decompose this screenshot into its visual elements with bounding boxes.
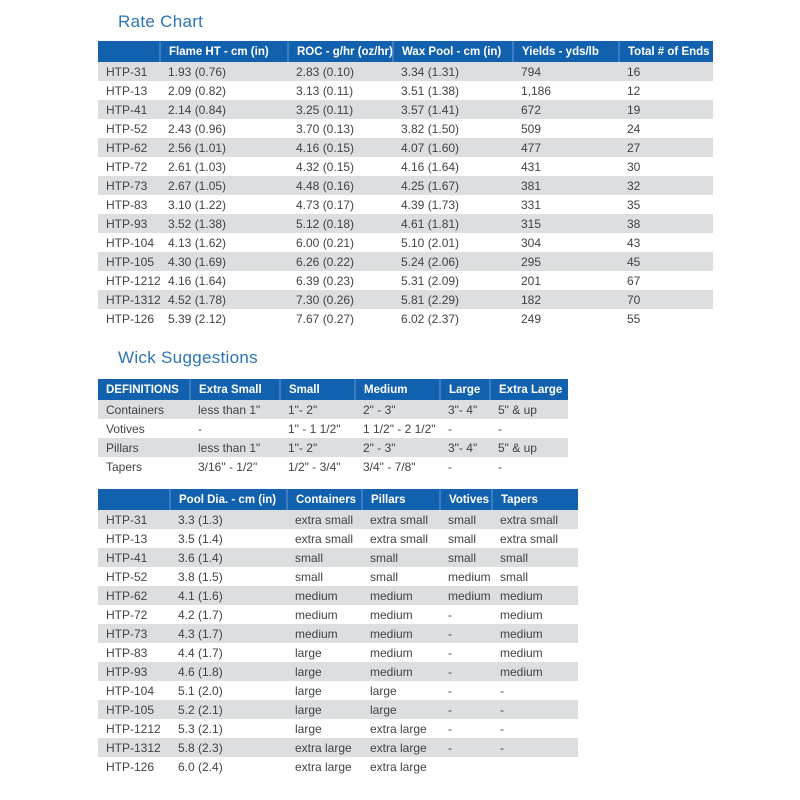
table-cell: medium (370, 664, 413, 679)
row-label: HTP-104 (106, 235, 155, 250)
table-cell: 672 (521, 102, 542, 117)
table-cell: - (198, 421, 202, 436)
table-cell: 4.52 (1.78) (168, 292, 227, 307)
table-cell: small (370, 550, 399, 565)
column-header: Pool Dia. - cm (in) (170, 489, 287, 510)
table-cell: 5.8 (2.3) (178, 740, 223, 755)
column-header: Pillars (362, 489, 440, 510)
table-cell: 3/16" - 1/2" (198, 459, 258, 474)
table-cell: small (500, 550, 529, 565)
table-cell: 2" - 3" (363, 440, 396, 455)
table-cell: medium (295, 626, 338, 641)
table-cell: 431 (521, 159, 542, 174)
table-cell: 5.1 (2.0) (178, 683, 223, 698)
table-cell: 201 (521, 273, 542, 288)
table-row (98, 195, 713, 214)
header-row (98, 489, 578, 510)
table-cell: 6.39 (0.23) (296, 273, 355, 288)
table-cell: 4.61 (1.81) (401, 216, 460, 231)
table-cell: medium (295, 607, 338, 622)
table-cell: - (448, 702, 452, 717)
table-cell: extra small (370, 531, 429, 546)
row-label: HTP-83 (106, 645, 148, 660)
row-label: HTP-52 (106, 569, 148, 584)
row-label: HTP-1312 (106, 292, 161, 307)
column-header (98, 41, 160, 62)
table-cell: 3.5 (1.4) (178, 531, 223, 546)
table-cell: - (448, 421, 452, 436)
table-cell: small (295, 550, 324, 565)
table-cell: 2.14 (0.84) (168, 102, 227, 117)
table-cell: large (295, 702, 322, 717)
table-cell: 2" - 3" (363, 402, 396, 417)
table-cell: - (448, 607, 452, 622)
row-label: HTP-73 (106, 178, 148, 193)
table-cell: 4.4 (1.7) (178, 645, 223, 660)
table-cell: less than 1" (198, 402, 261, 417)
table-cell: - (448, 626, 452, 641)
table-cell: - (448, 664, 452, 679)
table-cell: - (498, 421, 502, 436)
rate-chart-title: Rate Chart (118, 12, 204, 31)
column-header: DEFINITIONS (98, 379, 190, 400)
row-label: HTP-13 (106, 531, 148, 546)
table-header (98, 379, 568, 400)
table-cell: 1 1/2" - 2 1/2" (363, 421, 436, 436)
table-cell: 30 (627, 159, 641, 174)
table-body (98, 400, 568, 476)
row-label: HTP-31 (106, 512, 148, 527)
table-cell: 794 (521, 64, 542, 79)
table-cell: medium (448, 588, 491, 603)
row-label: HTP-105 (106, 254, 155, 269)
table-cell: 4.1 (1.6) (178, 588, 223, 603)
table-cell: large (295, 683, 322, 698)
table-cell: 70 (627, 292, 641, 307)
table-row (98, 138, 713, 157)
row-label: Tapers (106, 459, 143, 474)
table-cell: 3.25 (0.11) (296, 102, 354, 117)
table-cell: - (500, 683, 504, 698)
column-header: Votives (440, 489, 492, 510)
table-cell: 3"- 4" (448, 402, 478, 417)
table-cell: 3.34 (1.31) (401, 64, 460, 79)
table-row (98, 457, 568, 476)
table-cell: 3.51 (1.38) (401, 83, 460, 98)
table-cell: 4.3 (1.7) (178, 626, 223, 641)
column-header: Extra Small (190, 379, 280, 400)
table-row (98, 719, 578, 738)
row-label: HTP-83 (106, 197, 148, 212)
table-row (98, 290, 713, 309)
table-cell: 4.73 (0.17) (296, 197, 355, 212)
column-header (98, 489, 170, 510)
table-cell: 3.52 (1.38) (168, 216, 227, 231)
table-cell: medium (370, 645, 413, 660)
table-row (98, 438, 568, 457)
table-cell: 3.10 (1.22) (168, 197, 227, 212)
row-label: HTP-126 (106, 311, 155, 326)
table-cell: 67 (627, 273, 641, 288)
table-row (98, 662, 578, 681)
table-cell: 5.12 (0.18) (296, 216, 355, 231)
table-cell: 5.2 (2.1) (178, 702, 223, 717)
row-label: HTP-93 (106, 664, 148, 679)
table-cell: small (448, 512, 477, 527)
table-row (98, 252, 713, 271)
column-header: Wax Pool - cm (in) (393, 41, 513, 62)
row-label: HTP-72 (106, 159, 148, 174)
table-cell: small (448, 531, 477, 546)
table-cell: 45 (627, 254, 641, 269)
row-label: HTP-104 (106, 683, 155, 698)
table-cell: small (500, 569, 529, 584)
column-header: Tapers (492, 489, 578, 510)
table-cell: 4.6 (1.8) (178, 664, 223, 679)
table-cell: large (295, 664, 322, 679)
pool-diameter-table (98, 489, 578, 776)
table-cell: extra small (295, 512, 354, 527)
table-cell: 55 (627, 311, 641, 326)
table-cell: extra large (370, 721, 427, 736)
column-header: Small (280, 379, 355, 400)
table-cell: 1.93 (0.76) (168, 64, 227, 79)
table-row (98, 586, 578, 605)
table-row (98, 738, 578, 757)
table-cell: medium (500, 645, 543, 660)
column-header: Containers (287, 489, 362, 510)
table-cell: 5.31 (2.09) (401, 273, 460, 288)
table-row (98, 643, 578, 662)
table-cell (492, 757, 578, 776)
table-cell: extra small (500, 512, 559, 527)
table-cell: 6.26 (0.22) (296, 254, 355, 269)
table-cell: 19 (627, 102, 641, 117)
table-cell: 249 (521, 311, 542, 326)
table-cell: 5.81 (2.29) (401, 292, 460, 307)
table-cell: 182 (521, 292, 542, 307)
row-label: HTP-1212 (106, 273, 161, 288)
row-label: HTP-73 (106, 626, 148, 641)
table-cell: 331 (521, 197, 542, 212)
table-row (98, 419, 568, 438)
row-label: HTP-1212 (106, 721, 161, 736)
table-header (98, 41, 713, 62)
table-cell: 35 (627, 197, 641, 212)
table-cell: 4.16 (0.15) (296, 140, 355, 155)
table-cell: large (370, 683, 397, 698)
table-cell: 2.43 (0.96) (168, 121, 227, 136)
table-cell: 4.13 (1.62) (168, 235, 227, 250)
table-cell: 509 (521, 121, 542, 136)
table-body (98, 62, 713, 328)
table-cell: 304 (521, 235, 542, 250)
table-cell: 4.48 (0.16) (296, 178, 355, 193)
table-cell: - (448, 740, 452, 755)
column-header: Flame HT - cm (in) (160, 41, 288, 62)
table-row (98, 119, 713, 138)
table-cell: 6.02 (2.37) (401, 311, 460, 326)
table-cell: 4.32 (0.15) (296, 159, 355, 174)
row-label: HTP-105 (106, 702, 155, 717)
table-cell: medium (370, 607, 413, 622)
row-label: HTP-52 (106, 121, 148, 136)
table-cell: extra small (370, 512, 429, 527)
table-cell: 381 (521, 178, 542, 193)
row-label: HTP-93 (106, 216, 148, 231)
table-row (98, 605, 578, 624)
table-row (98, 214, 713, 233)
table-row (98, 567, 578, 586)
table-row (98, 81, 713, 100)
row-label: Votives (106, 421, 145, 436)
table-cell: 43 (627, 235, 641, 250)
table-cell: medium (500, 607, 543, 622)
row-label: HTP-62 (106, 588, 148, 603)
table-cell: 2.56 (1.01) (168, 140, 227, 155)
table-row (98, 400, 568, 419)
table-cell: 7.30 (0.26) (296, 292, 355, 307)
rate-chart-table (98, 41, 713, 328)
table-cell: small (295, 569, 324, 584)
table-cell: 3.82 (1.50) (401, 121, 460, 136)
header-row (98, 41, 713, 62)
table-cell: 4.16 (1.64) (168, 273, 227, 288)
table-cell: medium (500, 588, 543, 603)
table-cell: 3.8 (1.5) (178, 569, 223, 584)
table-row (98, 100, 713, 119)
table-cell: 3.3 (1.3) (178, 512, 223, 527)
table-cell: 1"- 2" (288, 402, 318, 417)
table-cell: 5.39 (2.12) (168, 311, 227, 326)
table-row (98, 510, 578, 529)
table-row (98, 529, 578, 548)
table-cell: - (448, 645, 452, 660)
column-header: ROC - g/hr (oz/hr) (288, 41, 393, 62)
table-row (98, 176, 713, 195)
table-cell: 3.57 (1.41) (401, 102, 460, 117)
table-cell: 24 (627, 121, 641, 136)
table-row (98, 624, 578, 643)
row-label: Pillars (106, 440, 139, 455)
table-cell: 2.61 (1.03) (168, 159, 227, 174)
column-header: Total # of Ends (619, 41, 713, 62)
row-label: HTP-41 (106, 102, 148, 117)
table-cell: 3.70 (0.13) (296, 121, 355, 136)
table-row (98, 271, 713, 290)
table-cell: extra small (500, 531, 559, 546)
table-cell: 2.83 (0.10) (296, 64, 355, 79)
column-header: Yields - yds/lb (513, 41, 619, 62)
table-cell: 3"- 4" (448, 440, 478, 455)
table-header (98, 489, 578, 510)
table-cell: small (370, 569, 399, 584)
table-cell: 12 (627, 83, 641, 98)
row-label: HTP-41 (106, 550, 148, 565)
table-cell: 2.67 (1.05) (168, 178, 227, 193)
table-cell: 27 (627, 140, 641, 155)
table-cell: - (500, 721, 504, 736)
table-cell: 4.07 (1.60) (401, 140, 460, 155)
table-cell: - (448, 721, 452, 736)
table-row (98, 62, 713, 81)
wick-suggestions-title: Wick Suggestions (118, 348, 258, 367)
table-cell: 32 (627, 178, 641, 193)
table-cell: 38 (627, 216, 641, 231)
table-cell: extra small (295, 531, 354, 546)
table-cell: 6.00 (0.21) (296, 235, 355, 250)
table-cell: extra large (370, 759, 427, 774)
table-cell: medium (500, 664, 543, 679)
wick-definitions-table (98, 379, 568, 476)
row-label: HTP-126 (106, 759, 155, 774)
row-label: HTP-72 (106, 607, 148, 622)
table-cell: 3.6 (1.4) (178, 550, 223, 565)
table-row (98, 309, 713, 328)
table-cell: - (448, 683, 452, 698)
table-cell: 5.3 (2.1) (178, 721, 223, 736)
table-row (98, 548, 578, 567)
table-cell: 4.39 (1.73) (401, 197, 460, 212)
table-cell: medium (500, 626, 543, 641)
table-cell: 2.09 (0.82) (168, 83, 227, 98)
table-body (98, 510, 578, 776)
table-cell: extra large (295, 740, 352, 755)
table-cell: - (498, 459, 502, 474)
table-row (98, 700, 578, 719)
table-row (98, 157, 713, 176)
table-cell: 7.67 (0.27) (296, 311, 355, 326)
table-cell: large (295, 721, 322, 736)
table-cell: small (448, 550, 477, 565)
table-cell: medium (295, 588, 338, 603)
table-cell: 5.24 (2.06) (401, 254, 460, 269)
table-cell: large (370, 702, 397, 717)
table-cell: 1,186 (521, 83, 552, 98)
table-cell: 16 (627, 64, 641, 79)
column-header: Extra Large (490, 379, 568, 400)
table-cell: 295 (521, 254, 542, 269)
table-cell: 4.16 (1.64) (401, 159, 460, 174)
table-cell: medium (448, 569, 491, 584)
row-label: HTP-13 (106, 83, 148, 98)
table-cell: 4.25 (1.67) (401, 178, 460, 193)
column-header: Medium (355, 379, 440, 400)
table-cell: 1" - 1 1/2" (288, 421, 341, 436)
table-cell: 5" & up (498, 440, 537, 455)
table-cell: medium (370, 588, 413, 603)
table-row (98, 681, 578, 700)
table-cell: 4.30 (1.69) (168, 254, 227, 269)
table-cell: 1"- 2" (288, 440, 318, 455)
table-cell: extra large (295, 759, 352, 774)
table-row (98, 757, 578, 776)
table-cell: 477 (521, 140, 542, 155)
table-cell: 3/4" - 7/8" (363, 459, 416, 474)
table-cell: extra large (370, 740, 427, 755)
row-label: HTP-62 (106, 140, 148, 155)
row-label: Containers (106, 402, 165, 417)
row-label: HTP-1312 (106, 740, 161, 755)
table-cell: 5" & up (498, 402, 537, 417)
table-row (98, 233, 713, 252)
table-cell: 3.13 (0.11) (296, 83, 354, 98)
table-cell: - (500, 702, 504, 717)
table-cell: large (295, 645, 322, 660)
header-row (98, 379, 568, 400)
table-cell: - (448, 459, 452, 474)
table-cell: 1/2" - 3/4" (288, 459, 341, 474)
table-cell: 5.10 (2.01) (401, 235, 460, 250)
column-header: Large (440, 379, 490, 400)
table-cell: 6.0 (2.4) (178, 759, 223, 774)
table-cell: medium (370, 626, 413, 641)
table-cell: less than 1" (198, 440, 261, 455)
table-cell: 315 (521, 216, 542, 231)
table-cell: - (500, 740, 504, 755)
row-label: HTP-31 (106, 64, 148, 79)
table-cell: 4.2 (1.7) (178, 607, 223, 622)
table-cell (440, 757, 492, 776)
